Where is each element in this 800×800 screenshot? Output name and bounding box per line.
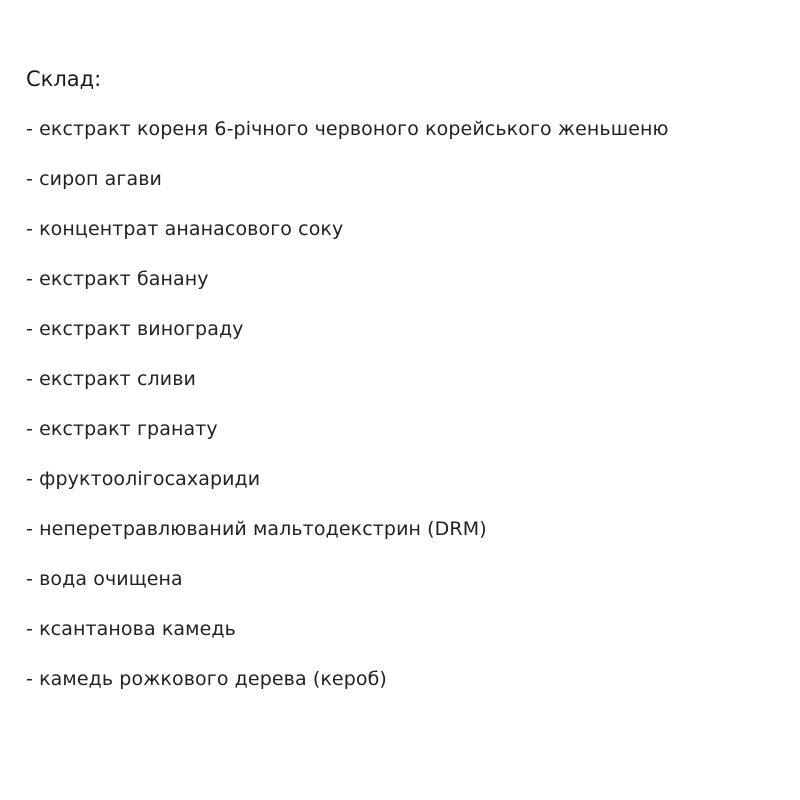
ingredient-item: - фруктоолігосахариди xyxy=(26,468,261,490)
ingredient-item: - концентрат ананасового соку xyxy=(26,218,344,240)
ingredients-heading: Склад: xyxy=(26,67,102,91)
ingredient-item: - сироп агави xyxy=(26,168,162,190)
ingredient-item: - екстракт банану xyxy=(26,268,209,290)
ingredient-item: - ксантанова камедь xyxy=(26,618,236,640)
ingredient-item: - екстракт кореня 6-річного червоного корейського женьшеню xyxy=(26,118,669,140)
ingredient-item: - екстракт винограду xyxy=(26,318,244,340)
ingredient-item: - камедь рожкового дерева (кероб) xyxy=(26,668,387,690)
ingredient-item: - екстракт гранату xyxy=(26,418,218,440)
ingredients-list xyxy=(26,116,786,692)
ingredients-section xyxy=(26,64,786,716)
ingredient-item: - неперетравлюваний мальтодекстрин (DRM) xyxy=(26,518,487,540)
ingredient-item: - екстракт сливи xyxy=(26,368,196,390)
ingredient-item: - вода очищена xyxy=(26,568,183,590)
